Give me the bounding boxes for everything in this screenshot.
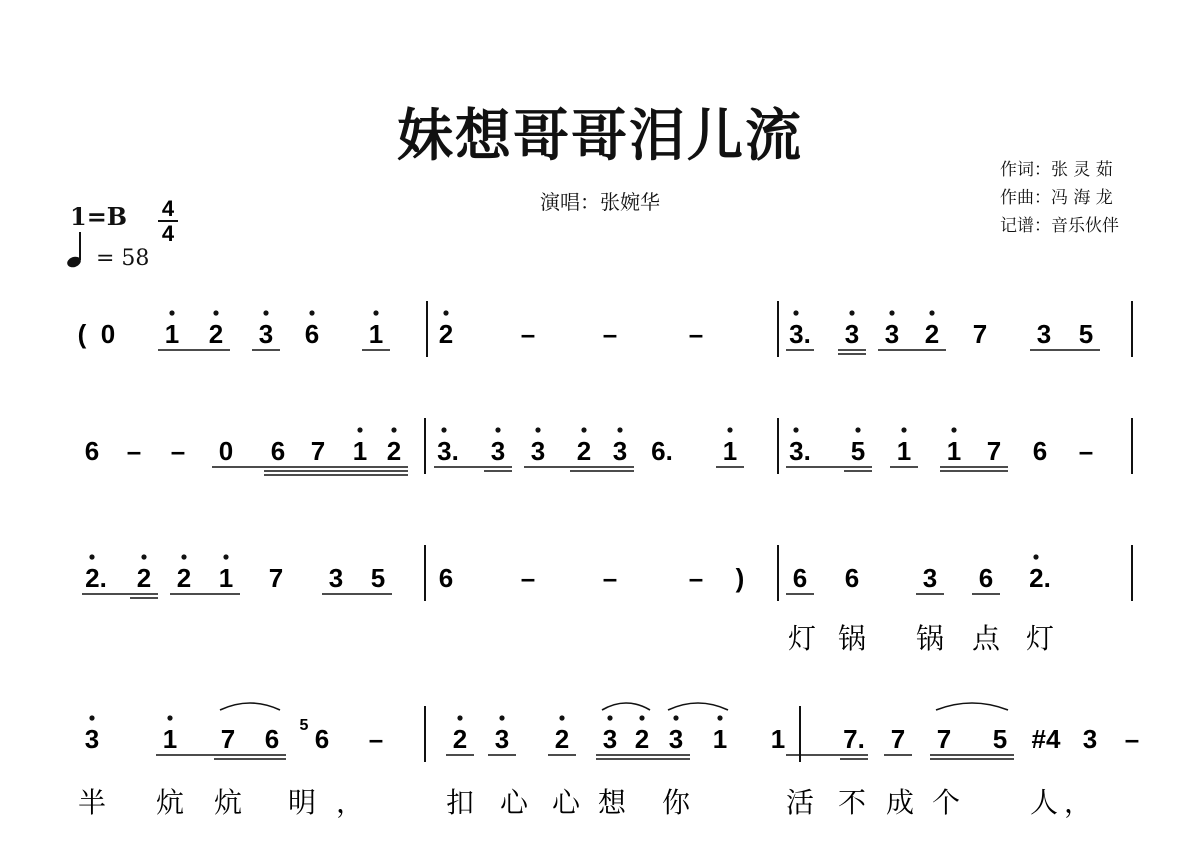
note: 3 [530, 436, 546, 466]
lyric-char: 炕 [213, 786, 243, 819]
note: 3 [602, 724, 618, 754]
note: 7 [936, 724, 952, 754]
score-title: 妹想哥哥泪儿流 [397, 103, 803, 169]
octave-dot [457, 715, 462, 720]
lyric-char: 锅 [837, 622, 867, 655]
lyric-char: 半 [77, 786, 107, 819]
note: 2 [136, 563, 152, 593]
octave-dot [793, 310, 798, 315]
octave-dot [951, 427, 956, 432]
slur [936, 703, 1008, 710]
note: 6 [438, 563, 454, 593]
note: #4 [1031, 724, 1061, 754]
lyric-char: 成 [885, 786, 915, 819]
note: 3 [490, 436, 506, 466]
note: 3 [1036, 319, 1052, 349]
dash: – [1078, 436, 1094, 466]
note: 0 [100, 319, 116, 349]
note: 6 [84, 436, 100, 466]
note: 7 [972, 319, 988, 349]
octave-dot [181, 554, 186, 559]
octave-dot [901, 427, 906, 432]
transcriber-credit: 记谱：音乐伙伴 [1000, 216, 1119, 236]
octave-dot [495, 427, 500, 432]
composer-credit: 作曲：冯 海 龙 [1000, 188, 1113, 208]
octave-dot [357, 427, 362, 432]
note: 6 [792, 563, 808, 593]
octave-dot [581, 427, 586, 432]
note: 7 [268, 563, 284, 593]
octave-dot [223, 554, 228, 559]
time-signature-top: 4 [161, 196, 175, 221]
note: 6. [651, 436, 673, 466]
octave-dot [535, 427, 540, 432]
note: 1 [162, 724, 178, 754]
slur [220, 703, 280, 710]
octave-dot [717, 715, 722, 720]
note: 1 [368, 319, 384, 349]
note: 3. [789, 319, 811, 349]
note: 7 [310, 436, 326, 466]
quarter-note-icon [66, 232, 83, 269]
octave-dot [141, 554, 146, 559]
octave-dot [889, 310, 894, 315]
note: 1 [218, 563, 234, 593]
lyric-char: 你 [661, 786, 691, 819]
lyric-char: 灯 [787, 622, 817, 655]
octave-dot [373, 310, 378, 315]
note: 1 [352, 436, 368, 466]
note: 3. [437, 436, 459, 466]
note: 3 [84, 724, 100, 754]
octave-dot [89, 715, 94, 720]
lyric-char: 点 [971, 622, 1001, 655]
note: 7 [986, 436, 1002, 466]
octave-dot [167, 715, 172, 720]
lyric-char: 人 [1029, 786, 1059, 819]
lyric-char: ， [335, 786, 365, 819]
note: 3 [884, 319, 900, 349]
note: 1 [722, 436, 738, 466]
note: 0 [218, 436, 234, 466]
note: 7 [220, 724, 236, 754]
dash: – [170, 436, 186, 466]
slur [602, 703, 650, 710]
octave-dot [441, 427, 446, 432]
note: 5 [299, 717, 309, 734]
note: 3 [494, 724, 510, 754]
note: 1 [770, 724, 786, 754]
note: 5 [370, 563, 386, 593]
note: 1 [164, 319, 180, 349]
note: 1 [896, 436, 912, 466]
octave-dot [499, 715, 504, 720]
lyric-char: 个 [931, 786, 961, 819]
octave-dot [89, 554, 94, 559]
note: 6 [978, 563, 994, 593]
note: 6 [264, 724, 280, 754]
score-line-1 [78, 301, 1132, 357]
octave-dot [559, 715, 564, 720]
lyric-char: 扣 [445, 786, 475, 819]
note: 6 [1032, 436, 1048, 466]
note: 7 [890, 724, 906, 754]
note: 2 [554, 724, 570, 754]
bracket: ) [735, 563, 745, 593]
tempo-marking: = 58 [96, 246, 150, 271]
dash: – [602, 563, 618, 593]
note: 3 [612, 436, 628, 466]
note: 2 [208, 319, 224, 349]
note: 3 [922, 563, 938, 593]
octave-dot [169, 310, 174, 315]
dash: – [688, 563, 704, 593]
note: 3 [258, 319, 274, 349]
note: 5 [992, 724, 1008, 754]
note: 5 [1078, 319, 1094, 349]
note: 6 [304, 319, 320, 349]
note: 1 [946, 436, 962, 466]
score-line-2 [85, 418, 1132, 475]
lyric-char: 活 [785, 786, 815, 819]
note: 6 [270, 436, 286, 466]
octave-dot [443, 310, 448, 315]
octave-dot [793, 427, 798, 432]
octave-dot [673, 715, 678, 720]
bracket: ( [77, 319, 87, 349]
note: 7. [843, 724, 865, 754]
octave-dot [1033, 554, 1038, 559]
singer-credit: 演唱：张婉华 [540, 190, 660, 214]
lyric-char: 灯 [1025, 622, 1055, 655]
note: 3 [1082, 724, 1098, 754]
octave-dot [607, 715, 612, 720]
score-line-3 [82, 545, 1132, 655]
score-line-4 [78, 703, 1139, 819]
time-signature-bottom: 4 [161, 221, 175, 246]
note: 3. [789, 436, 811, 466]
note: 2. [1029, 563, 1051, 593]
lyric-char: 想 [597, 786, 627, 819]
dash: – [520, 319, 536, 349]
note: 3 [668, 724, 684, 754]
note: 2 [438, 319, 454, 349]
dash: – [1124, 724, 1140, 754]
dash: – [688, 319, 704, 349]
octave-dot [263, 310, 268, 315]
octave-dot [213, 310, 218, 315]
octave-dot [929, 310, 934, 315]
note: 6 [844, 563, 860, 593]
octave-dot [391, 427, 396, 432]
note: 5 [850, 436, 866, 466]
dash: – [602, 319, 618, 349]
octave-dot [855, 427, 860, 432]
octave-dot [639, 715, 644, 720]
note: 1 [712, 724, 728, 754]
dash: – [520, 563, 536, 593]
note: 3 [328, 563, 344, 593]
octave-dot [617, 427, 622, 432]
lyricist-credit: 作词：张 灵 茹 [1000, 160, 1113, 180]
lyric-char: 心 [499, 786, 529, 819]
lyric-char: ， [1063, 786, 1093, 819]
note: 2. [85, 563, 107, 593]
note: 2 [634, 724, 650, 754]
octave-dot [849, 310, 854, 315]
note: 2 [924, 319, 940, 349]
slur [668, 703, 728, 710]
lyric-char: 炕 [155, 786, 185, 819]
dash: – [368, 724, 384, 754]
note: 2 [576, 436, 592, 466]
octave-dot [727, 427, 732, 432]
note: 2 [386, 436, 402, 466]
dash: – [126, 436, 142, 466]
note: 2 [452, 724, 468, 754]
octave-dot [309, 310, 314, 315]
time-signature [158, 196, 178, 246]
note: 6 [314, 724, 330, 754]
key-label: 1=B [70, 202, 128, 231]
lyric-char: 锅 [915, 622, 945, 655]
lyric-char: 不 [837, 786, 867, 819]
note: 2 [176, 563, 192, 593]
lyric-char: 明 [287, 786, 317, 819]
lyric-char: 心 [551, 786, 581, 819]
note: 3 [844, 319, 860, 349]
